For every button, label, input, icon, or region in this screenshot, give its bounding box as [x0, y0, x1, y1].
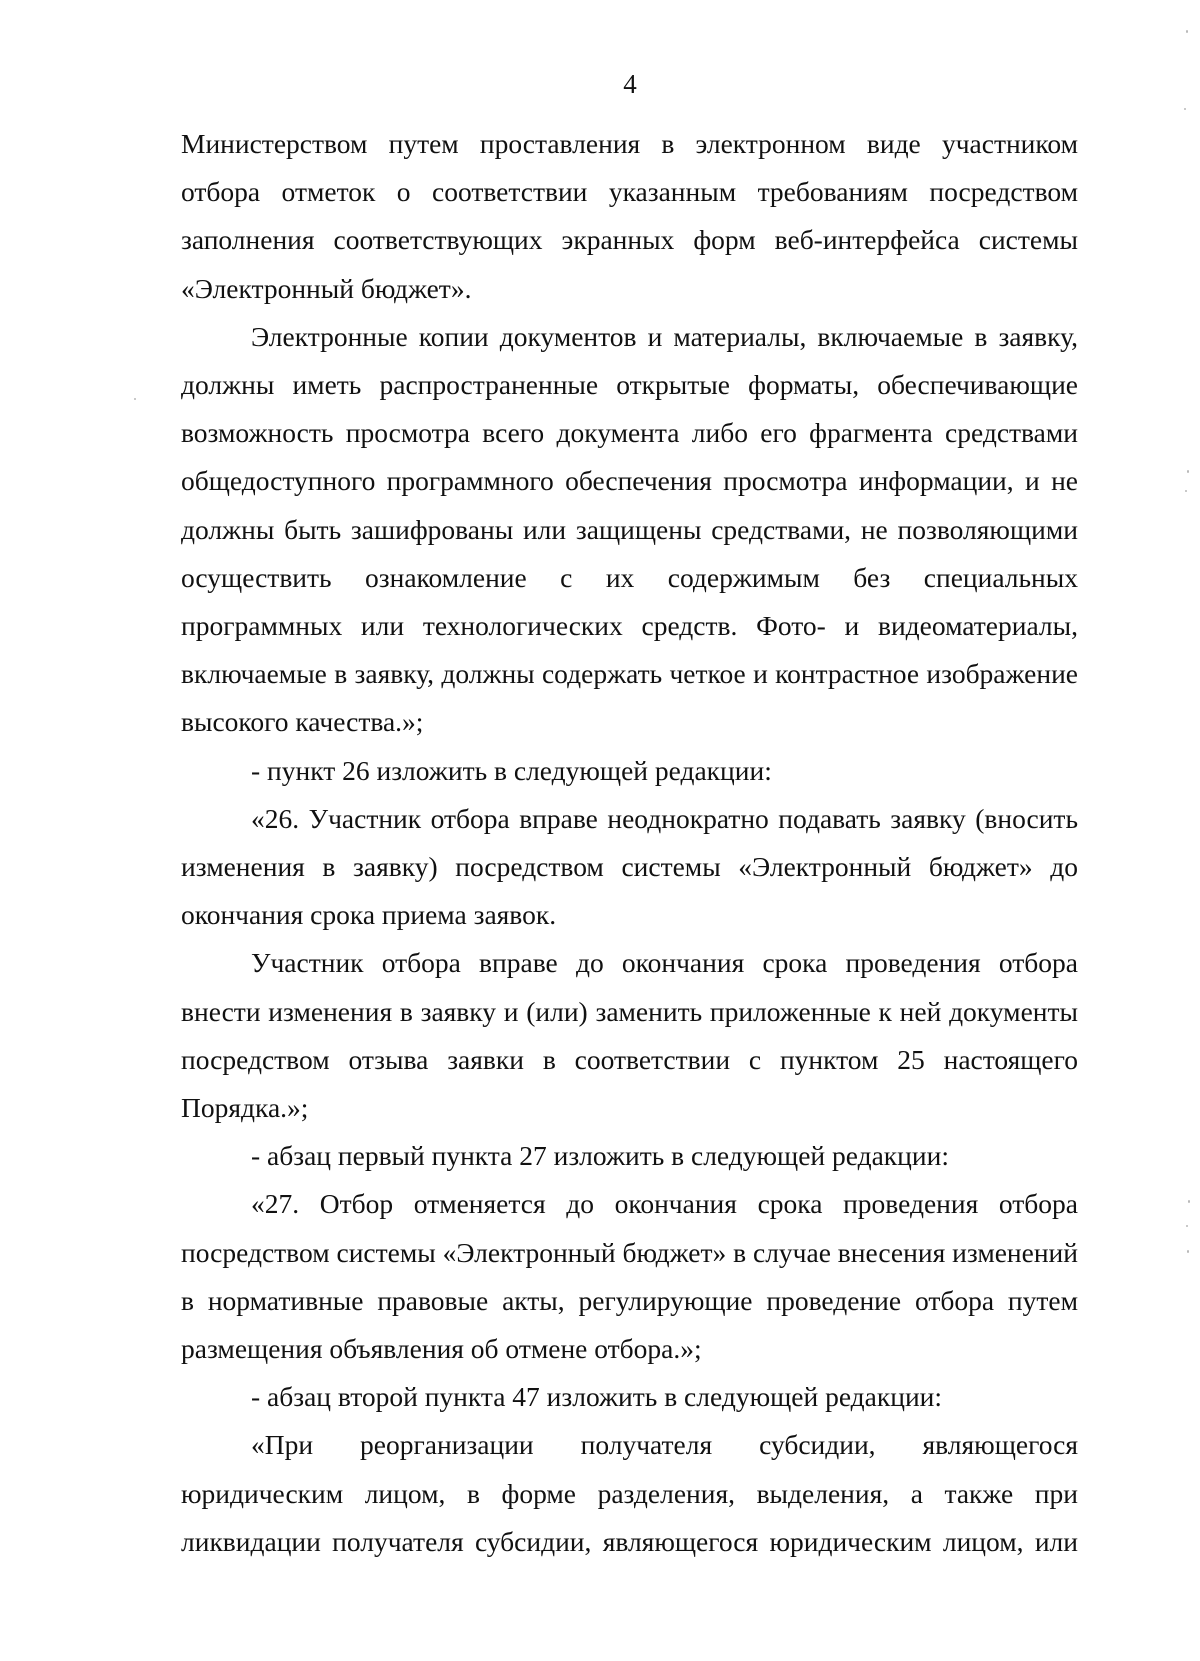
- paragraph: - абзац второй пункта 47 изложить в следующей редакции:: [251, 1381, 943, 1413]
- paragraph: «27. Отбор отменяется до окончания срока проведения отбора посредством системы «Электронный бюджет» в случае внесения изменений в нормативные правовые акты, регулирующие проведение отбора путем размещения объявления об отмене отбора.»;: [181, 1188, 1078, 1365]
- paragraph: «При реорганизации получателя субсидии, являющегося юридическим лицом, в форме разделения, выделения, а также при ликвидации получателя субсидии, являющегося юридическим лицом, или: [181, 1429, 1078, 1557]
- paragraph: «26. Участник отбора вправе неоднократно подавать заявку (вносить изменения в заявку) посредством системы «Электронный бюджет» до окончания срока приема заявок.: [181, 802, 1078, 931]
- scan-speck: [1187, 470, 1189, 473]
- scan-speck: [1188, 1200, 1190, 1203]
- paragraph: - абзац первый пункта 27 изложить в следующей редакции:: [251, 1140, 949, 1172]
- page-number: 4: [623, 69, 637, 99]
- paragraph: Участник отбора вправе до окончания срока проведения отбора внести изменения в заявку и (или) заменить приложенные к ней документы посредством отзыва заявки в соответствии с пунктом 25 настоящего Порядка.»;: [181, 947, 1078, 1124]
- paragraph: Электронные копии документов и материалы, включаемые в заявку, должны иметь распространенные открытые форматы, обеспечивающие возможность просмотра всего документа либо его фрагмента средствами общедоступного программного обеспечения просмотра информации, и не должны быть зашифрованы или защищены средствами, не позволяющими осуществить ознакомление с их содержимым без специальных программных или технологических средств. Фото- и видеоматериалы, включаемые в заявку, должны содержать четкое и контрастное изображение высокого качества.»;: [181, 320, 1078, 738]
- scan-speck: [1187, 1250, 1189, 1253]
- document-body: [181, 120, 1078, 1566]
- scan-speck: [1186, 1225, 1188, 1227]
- paragraph: - пункт 26 изложить в следующей редакции:: [251, 754, 772, 786]
- scan-speck: [134, 398, 136, 400]
- scan-speck: [1185, 490, 1187, 492]
- scan-speck: [1184, 108, 1186, 110]
- scan-speck: [1186, 30, 1188, 33]
- paragraph: Министерством путем проставления в электронном виде участником отбора отметок о соответствии указанным требованиям посредством заполнения соответствующих экранных форм веб-интерфейса системы «Электронный бюджет».: [181, 128, 1078, 304]
